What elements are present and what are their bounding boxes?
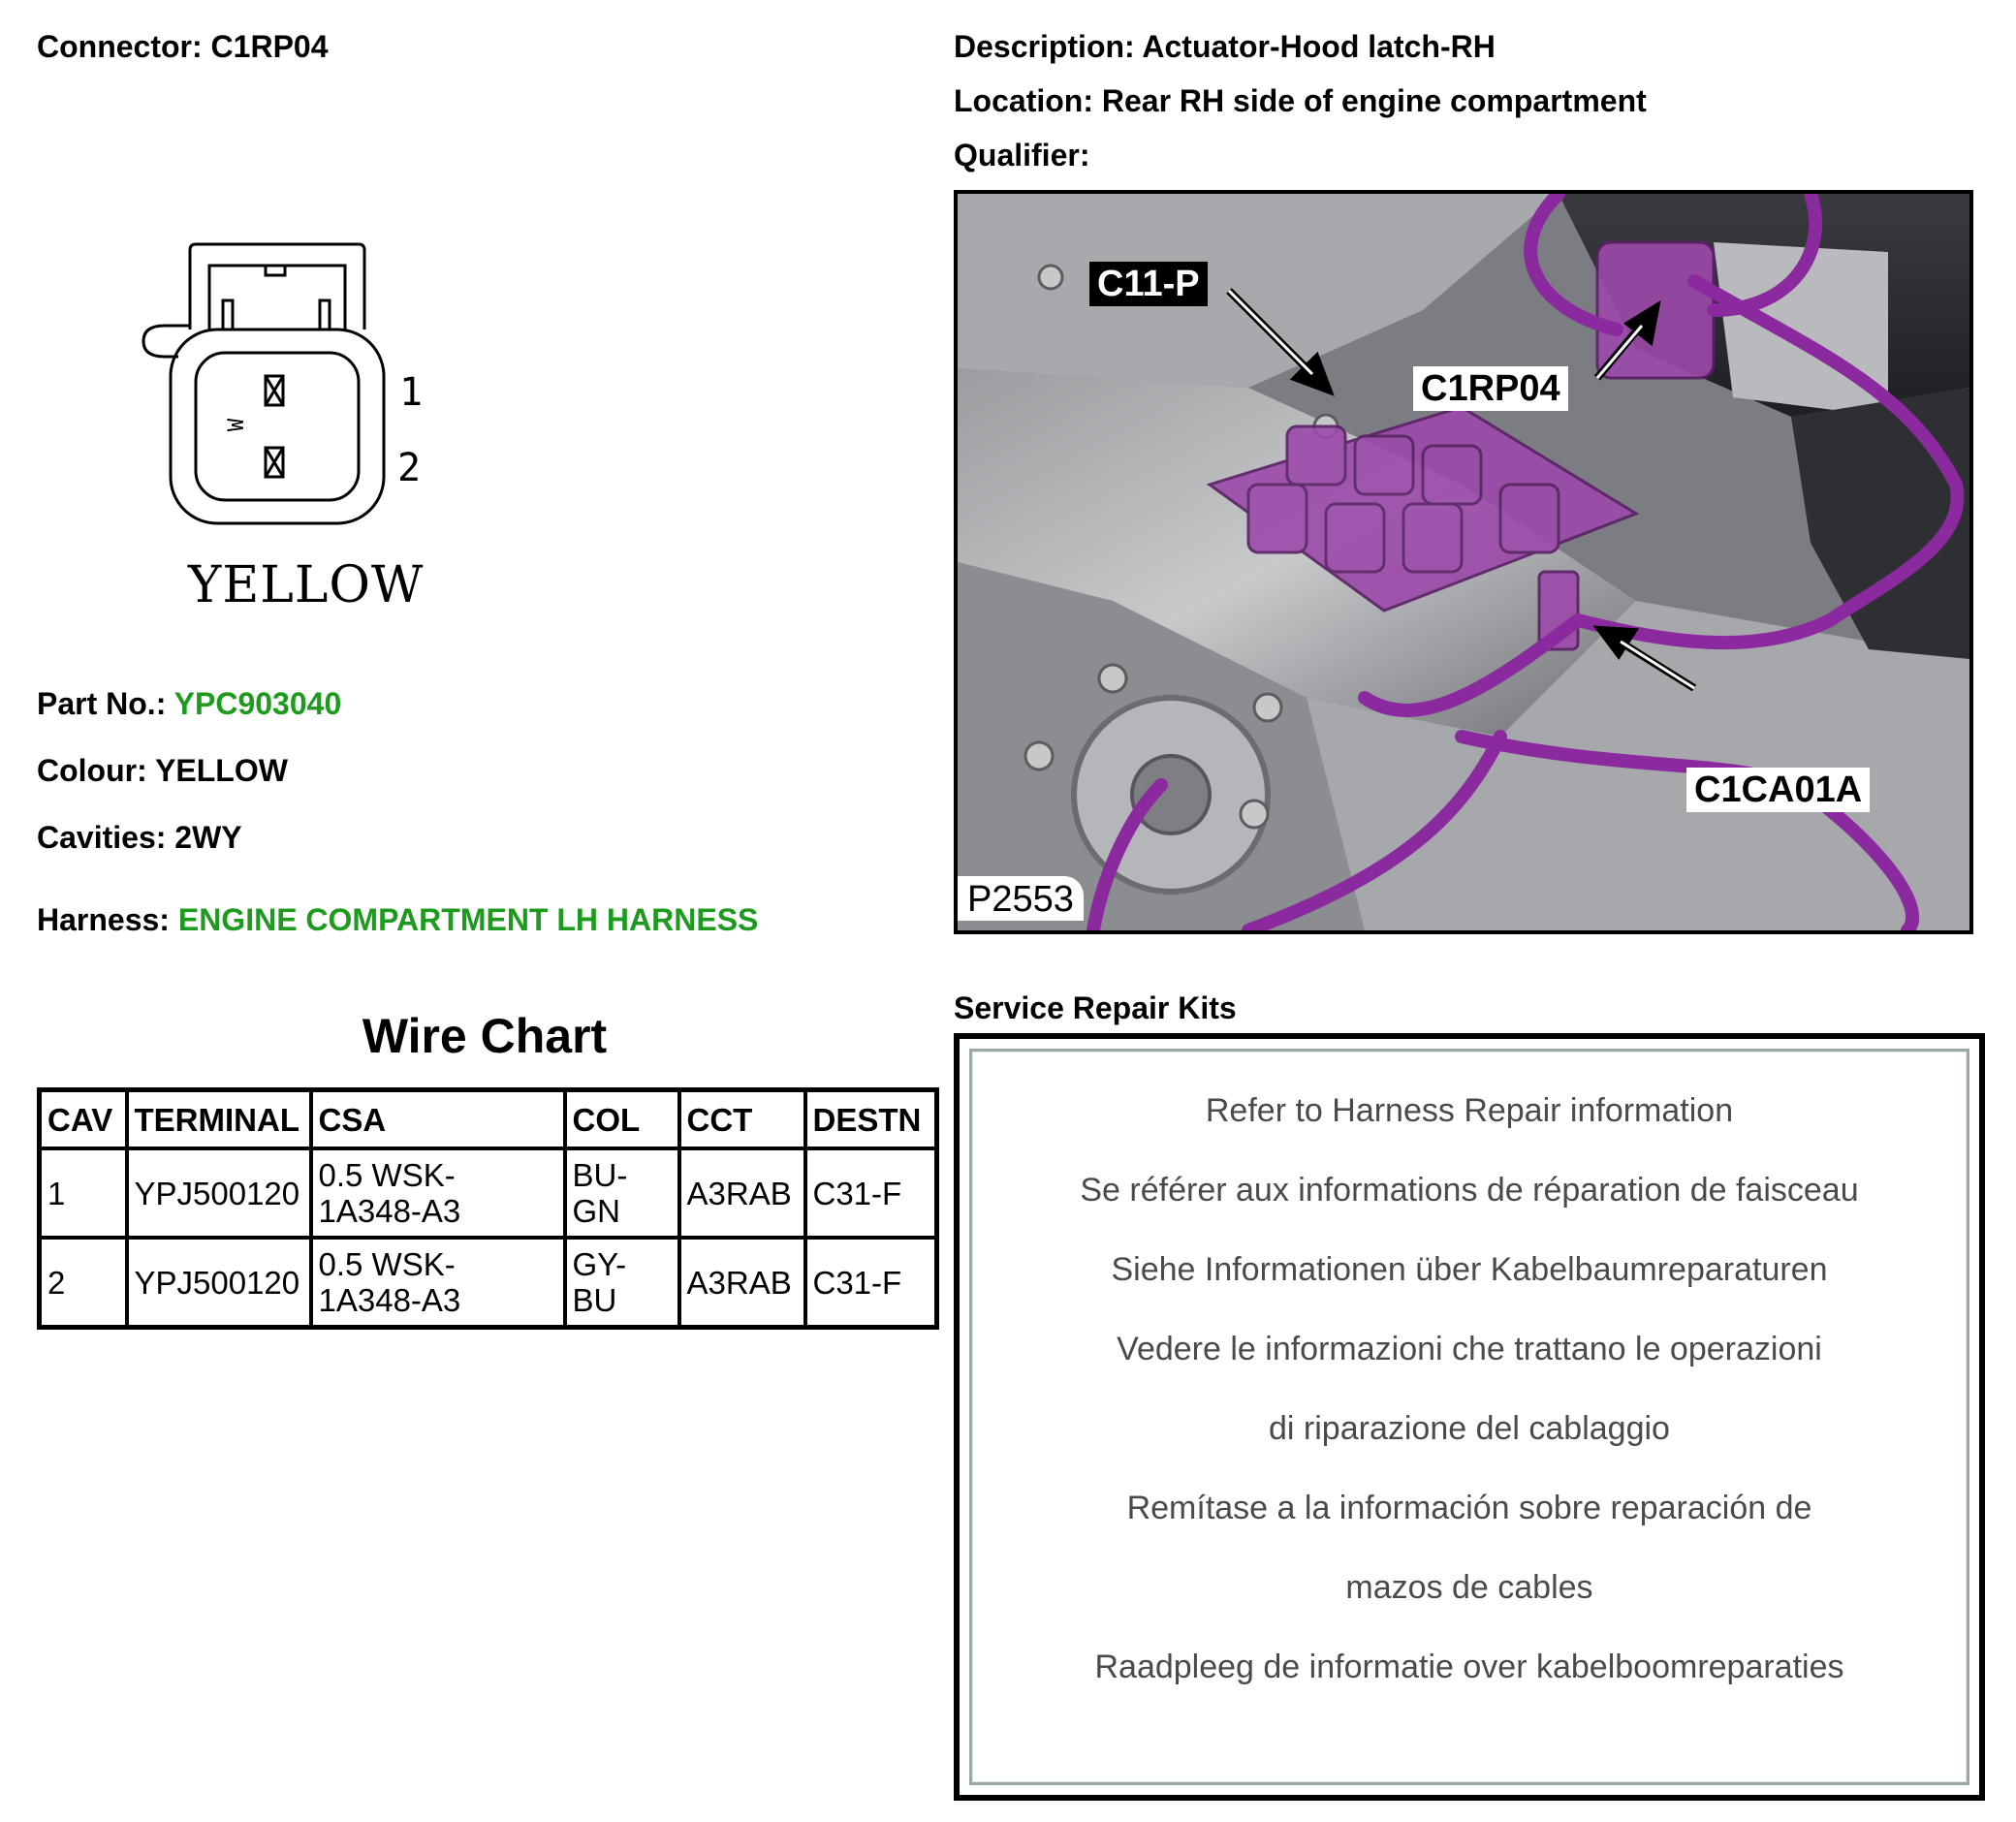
col-header-col: COL [565,1090,679,1149]
connector-face-diagram [136,233,446,620]
location-label: Location: [954,83,1093,118]
cct-cell: A3RAB [679,1148,805,1238]
description-label: Description: [954,29,1135,64]
terminal-cell: YPJ500120 [127,1238,311,1328]
kit-line-italian-1: Vedere le informazioni che trattano le operazioni [1117,1331,1822,1367]
col-header-cav: CAV [40,1090,127,1149]
colour-value: YELLOW [155,753,288,788]
cav-cell: 2 [40,1238,127,1328]
cavities-field [37,820,242,856]
wire-chart-title: Wire Chart [362,1009,608,1063]
col-header-terminal: TERMINAL [127,1090,311,1149]
location-field [954,83,1647,119]
kit-line-german: Siehe Informationen über Kabelbaumreparaturen [1111,1251,1828,1288]
cavity-number-1: 1 [399,370,424,415]
part-no-field [37,686,341,722]
callout-c11-p: C11-P [1089,262,1208,306]
table-row [40,1148,937,1238]
cav-cell: 1 [40,1148,127,1238]
kit-line-dutch: Raadpleeg de informatie over kabelboomreparaties [1094,1649,1844,1685]
colour-field [37,753,288,789]
callout-c1rp04: C1RP04 [1413,366,1568,411]
service-repair-kits-panel [969,1049,1969,1785]
connector-label: Connector: [37,29,203,64]
cavities-value: 2WY [174,820,242,855]
description-field [954,29,1496,65]
csa-cell: 0.5 WSK- 1A348-A3 [311,1238,565,1328]
callout-c1ca01a: C1CA01A [1686,768,1870,812]
connector-field [37,29,329,65]
harness-label: Harness: [37,902,170,937]
location-value: Rear RH side of engine compartment [1101,83,1647,118]
col-header-cct: CCT [679,1090,805,1149]
connector-colour-label: YELLOW [188,556,425,614]
key-marker: W [225,418,250,432]
kit-line-spanish-2: mazos de cables [1345,1569,1593,1606]
kit-line-spanish-1: Remítase a la información sobre reparación de [1126,1490,1812,1526]
connector-value: C1RP04 [210,29,329,64]
cavity-number-2: 2 [397,446,422,490]
service-repair-kits-heading: Service Repair Kits [954,990,1237,1025]
col-header-csa: CSA [311,1090,565,1149]
wire-chart-table [37,1087,939,1330]
harness-link[interactable]: ENGINE COMPARTMENT LH HARNESS [177,902,759,937]
part-no-link[interactable]: YPC903040 [173,686,342,721]
kit-line-french: Se référer aux informations de réparation de faisceau [1080,1172,1859,1209]
colour-label: Colour: [37,753,147,788]
col-cell: BU- GN [565,1148,679,1238]
service-repair-kits-box [954,1033,1985,1801]
harness-field [37,902,758,938]
col-header-destn: DESTN [805,1090,937,1149]
qualifier-field [954,138,1089,173]
wire-chart-header-row [40,1090,937,1149]
csa-cell: 0.5 WSK- 1A348-A3 [311,1148,565,1238]
table-row [40,1238,937,1328]
col-cell: GY- BU [565,1238,679,1328]
cct-cell: A3RAB [679,1238,805,1328]
terminal-cell: YPJ500120 [127,1148,311,1238]
cavities-label: Cavities: [37,820,167,855]
description-value: Actuator-Hood latch-RH [1142,29,1496,64]
destn-cell: C31-F [805,1148,937,1238]
qualifier-label: Qualifier: [954,138,1090,173]
figure-id: P2553 [958,876,1084,921]
kit-line-italian-2: di riparazione del cablaggio [1269,1410,1670,1447]
part-no-label: Part No.: [37,686,167,721]
kit-line-english: Refer to Harness Repair information [1205,1092,1734,1129]
connector-location-photo [954,190,1973,934]
destn-cell: C31-F [805,1238,937,1328]
